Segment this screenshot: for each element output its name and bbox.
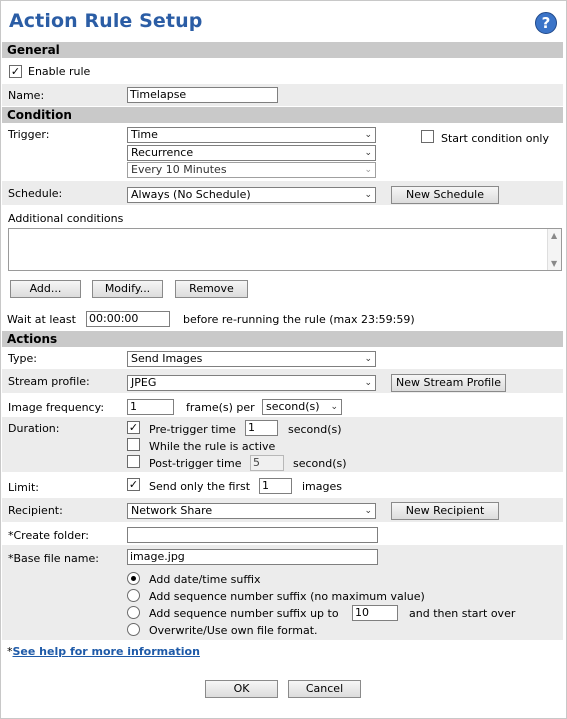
chevron-down-icon: ⌄	[364, 165, 372, 175]
suffix-overwrite-label: Overwrite/Use own file format.	[149, 624, 318, 637]
stream-profile-select[interactable]: JPEG ⌄	[127, 375, 376, 391]
suffix-datetime-radio[interactable]	[127, 572, 140, 585]
type-select[interactable]: Send Images ⌄	[127, 351, 376, 367]
help-link-row	[7, 645, 200, 658]
add-condition-button[interactable]: Add...	[10, 280, 81, 298]
enable-rule-label: Enable rule	[28, 65, 91, 78]
help-link[interactable]: See help for more information	[12, 645, 200, 658]
chevron-down-icon: ⌄	[364, 130, 372, 140]
wait-suffix-label: before re-running the rule (max 23:59:59)	[183, 313, 415, 326]
pre-trigger-label: Pre-trigger time	[149, 423, 236, 436]
limit-label: Limit:	[8, 481, 39, 494]
post-trigger-label: Post-trigger time	[149, 457, 242, 470]
additional-conditions-list[interactable]	[8, 228, 562, 271]
while-active-label: While the rule is active	[149, 440, 276, 453]
chevron-down-icon: ⌄	[364, 190, 372, 200]
trigger-sub-select[interactable]: Recurrence ⌄	[127, 145, 376, 161]
chevron-down-icon: ⌄	[364, 378, 372, 388]
stream-profile-label: Stream profile:	[8, 375, 90, 388]
additional-conditions-label: Additional conditions	[8, 212, 124, 225]
trigger-interval-select[interactable]: Every 10 Minutes ⌄	[127, 162, 376, 178]
base-file-name-label: *Base file name:	[8, 552, 99, 565]
images-label: images	[302, 480, 342, 493]
image-frequency-label: Image frequency:	[8, 401, 105, 414]
pre-trigger-checkbox[interactable]: ✓	[128, 421, 139, 434]
duration-label: Duration:	[8, 422, 60, 435]
suffix-overwrite-radio[interactable]	[127, 623, 140, 636]
create-folder-label: *Create folder:	[8, 529, 89, 542]
page-title: Action Rule Setup	[9, 10, 203, 32]
pre-trigger-unit: second(s)	[288, 423, 342, 436]
ok-button[interactable]: OK	[205, 680, 278, 698]
cancel-button[interactable]: Cancel	[288, 680, 361, 698]
frames-per-label: frame(s) per	[186, 401, 255, 414]
limit-checkbox[interactable]: ✓	[128, 478, 139, 491]
while-active-checkbox[interactable]	[127, 438, 140, 451]
trigger-select[interactable]: Time ⌄	[127, 127, 376, 143]
help-asterisk: *	[7, 645, 13, 658]
new-schedule-button[interactable]: New Schedule	[391, 186, 499, 204]
limit-input[interactable]: 1	[259, 478, 292, 494]
new-recipient-button[interactable]: New Recipient	[391, 502, 499, 520]
send-only-first-label: Send only the first	[149, 480, 251, 493]
scroll-down-icon[interactable]: ▼	[551, 259, 558, 268]
suffix-datetime-label: Add date/time suffix	[149, 573, 261, 586]
wait-label: Wait at least	[7, 313, 76, 326]
sequence-max-input[interactable]: 10	[352, 605, 398, 621]
post-trigger-input[interactable]: 5	[250, 455, 284, 471]
wait-time-input[interactable]: 00:00:00	[86, 311, 170, 327]
base-file-name-input[interactable]: image.jpg	[127, 549, 378, 565]
recipient-label: Recipient:	[8, 504, 63, 517]
chevron-down-icon: ⌄	[364, 506, 372, 516]
type-label: Type:	[8, 352, 37, 365]
sequence-suffix-label: and then start over	[409, 607, 516, 620]
additional-conditions-scrollbar[interactable]	[547, 229, 561, 270]
help-icon[interactable]: ?	[535, 12, 557, 34]
frequency-unit-select[interactable]: second(s) ⌄	[262, 399, 342, 415]
trigger-label: Trigger:	[8, 128, 50, 141]
section-actions-header: Actions	[2, 331, 563, 347]
suffix-sequence-radio[interactable]	[127, 589, 140, 602]
remove-condition-button[interactable]: Remove	[175, 280, 248, 298]
chevron-down-icon: ⌄	[364, 354, 372, 364]
pre-trigger-input[interactable]: 1	[245, 420, 278, 436]
enable-rule-checkbox[interactable]: ✓	[10, 65, 21, 78]
modify-condition-button[interactable]: Modify...	[92, 280, 163, 298]
schedule-label: Schedule:	[8, 187, 63, 200]
suffix-sequence-max-label: Add sequence number suffix up to	[149, 607, 339, 620]
schedule-select[interactable]: Always (No Schedule) ⌄	[127, 187, 376, 203]
post-trigger-unit: second(s)	[293, 457, 347, 470]
chevron-down-icon: ⌄	[330, 402, 338, 412]
start-condition-only-checkbox[interactable]	[421, 130, 434, 143]
suffix-sequence-label: Add sequence number suffix (no maximum value)	[149, 590, 425, 603]
recipient-select[interactable]: Network Share ⌄	[127, 503, 376, 519]
chevron-down-icon: ⌄	[364, 148, 372, 158]
start-condition-only-label: Start condition only	[441, 132, 549, 145]
section-condition-header: Condition	[2, 107, 563, 123]
name-row	[2, 84, 563, 106]
new-stream-profile-button[interactable]: New Stream Profile	[391, 374, 506, 392]
scroll-up-icon[interactable]: ▲	[551, 231, 558, 240]
suffix-sequence-max-radio[interactable]	[127, 606, 140, 619]
name-input[interactable]: Timelapse	[127, 87, 278, 103]
name-label: Name:	[8, 89, 45, 102]
create-folder-input[interactable]	[127, 527, 378, 543]
section-general-header: General	[2, 42, 563, 58]
image-frequency-input[interactable]: 1	[127, 399, 174, 415]
post-trigger-checkbox[interactable]	[127, 455, 140, 468]
